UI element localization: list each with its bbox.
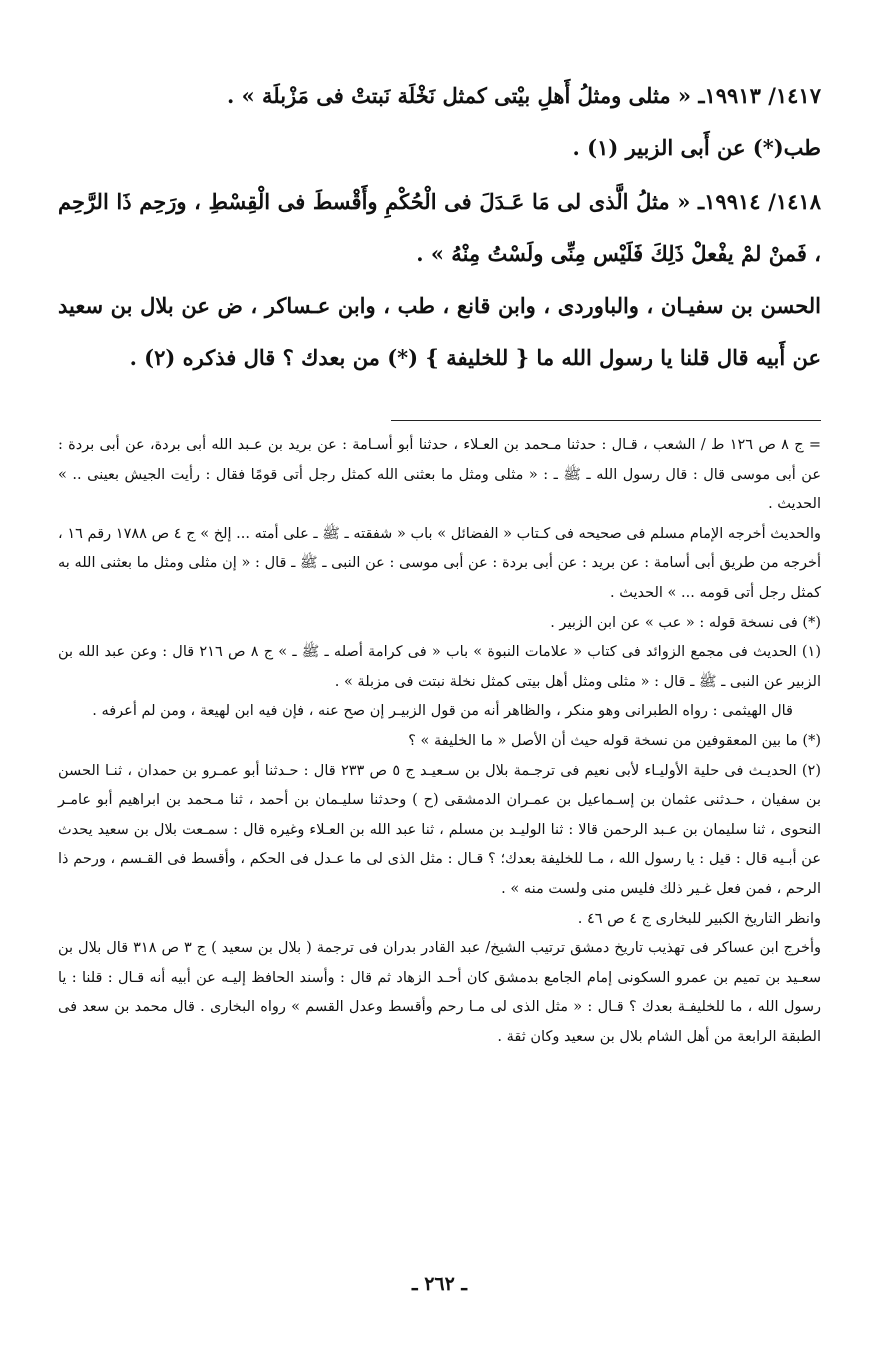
footnote-asterisk-2: (*) ما بين المعقوفين من نسخة قوله حيث أن الأصل « ما الخليفة » ؟ [408,732,821,749]
footnote-divider [391,420,821,421]
footnotes-section [58,431,821,1052]
footnote-2-ibn-asakir: وأخرج ابن عساكر فى تهذيب تاريخ دمشق ترتيب الشيخ/ عبد القادر بدران فى ترجمة ( بلال بن سعيد ) ج ٣ ص ٣١٨ قال بلال بن سعـيد بن تميم بن عمرو السكونى إمام الجامع بدمشق كان أحـد الزهاد ثم قال : وأسند الحافظ إليـه عن أبيه أنه قـال : قلنا : يا رسول الله ، ما للخليفـة بعدك ؟ قـال : « مثل الذى لى مـا رحم وأقسط وعدل القسم » رواه البخارى . قال محمد بن سعد فى الطبقة الرابعة من أهل الشام بلال بن سعيد وكان ثقة . [58,940,822,1045]
hadith-1417-text: ١٤١٧/ ١٩٩١٣ـ « مثلى ومثلُ أَهلِ بيْتى كمثل نَخْلَة نَبتتْ فى مَزْبلَة » . [226,83,821,108]
footnote-muslim-reference: والحديث أخرجه الإمام مسلم فى صحيحه فى كـتاب « الفضائل » باب « شفقته ـ ﷺ ـ على أمته ... إلخ » ج ٤ ص ١٧٨٨ رقم ١٦ ، أخرجه من طريق أبى أسامة : عن بريد : عن أبى بردة : عن أبى موسى : عن النبى ـ ﷺ ـ قال : « إن مثلى ومثل ما بعثنى الله به كمثل رجل أتى قومه ... » الحديث . [58,525,822,601]
hadith-1418-source: الحسن بن سفيـان ، والباوردى ، وابن قانع ، طب ، وابن عـساكر ، ض عن بلال بن سعيد عن أَبيه قال قلنا يا رسول الله ما { للخليفة } (*) من بعدك ؟ قال فذكره (٢) . [58,293,821,370]
footnote-asterisk-1: (*) فى نسخة قوله : « عب » عن ابن الزبير . [550,614,821,631]
footnote-continuation: = ج ٨ ص ١٢٦ ط / الشعب ، قـال : حدثنا مـحمد بن العـلاء ، حدثنا أبو أسـامة : عن بريد بن عـبد الله أبى بردة، عن أبى بردة : عن أبى موسى قال : قال رسول الله ـ ﷺ ـ : « مثلى ومثل ما بعثنى الله كمثل رجل أتى قومًا فقال : رأيت الجيش بعينى .. » الحديث . [58,437,821,513]
footnote-2-bukhari: وانظر التاريخ الكبير للبخارى ج ٤ ص ٤٦ . [577,910,821,927]
footnote-1-haythami: قال الهيثمى : رواه الطبرانى وهو منكر ، والظاهر أنه من قول الزبيـر إن صح عنه ، فإن فيه ابن لهيعة ، ومن لم أعرفه . [92,703,793,720]
page-number: ـ ٢٦٢ ـ [412,1273,467,1295]
hadith-1417-source: طب(*) عن أَبى الزبير (١) . [572,135,821,160]
footnote-2: (٢) الحديـث فى حلية الأوليـاء لأبى نعيم فى ترجـمة بلال بن سـعيـد ج ٥ ص ٢٣٣ قال : حـدثنا أبو عمـرو بن حمدان ، ثنـا الحسن بن سفيان ، حـدثنى عثمان بن إسـماعيل بن عمـران الدمشقى (ح ) وحدثنا سليـمان بن أحمد ، ثنا مـحمد بن ابراهيم أبو عامـر النحوى ، ثنا سليمان بن عـبد الرحمن قالا : ثنا الوليـد بن مسلم ، ثنا عبد الله بن العـلاء وغيره قال : سمـعت بلال بن سعيد يحدث عن أبـيه قال : قيل : يا رسول الله ، مـا للخليفة بعدك؛ ؟ قـال : مثل الذى لى ما عـدل فى الحكم ، وأقسط فى القـسم ، ورحم ذا الرحم ، فمن فعل غـير ذلك فليس منى ولست منه » . [58,762,821,897]
footnote-1: (١) الحديث فى مجمع الزوائد فى كتاب « علامات النبوة » باب « فى كرامة أصله ـ ﷺ ـ » ج ٨ ص ٢١٦ قال : وعن عبد الله بن الزبير عن النبى ـ ﷺ ـ قال : « مثلى ومثل أهل بيتى كمثل نخلة نبتت فى مزبلة » . [58,644,821,690]
hadith-1418-text: ١٤١٨/ ١٩٩١٤ـ « مثلُ الَّذى لى مَا عَـدَلَ فى الْحُكْمِ وأَقْسطَ فى الْقِسْطِ ، ورَحِم ذَا الرَّحِم ، فَمنْ لمْ يفْعلْ ذَلِكَ فَلَيْس مِنِّى ولَسْتُ مِنْهُ » . [58,189,821,266]
hadith-section [58,70,821,384]
